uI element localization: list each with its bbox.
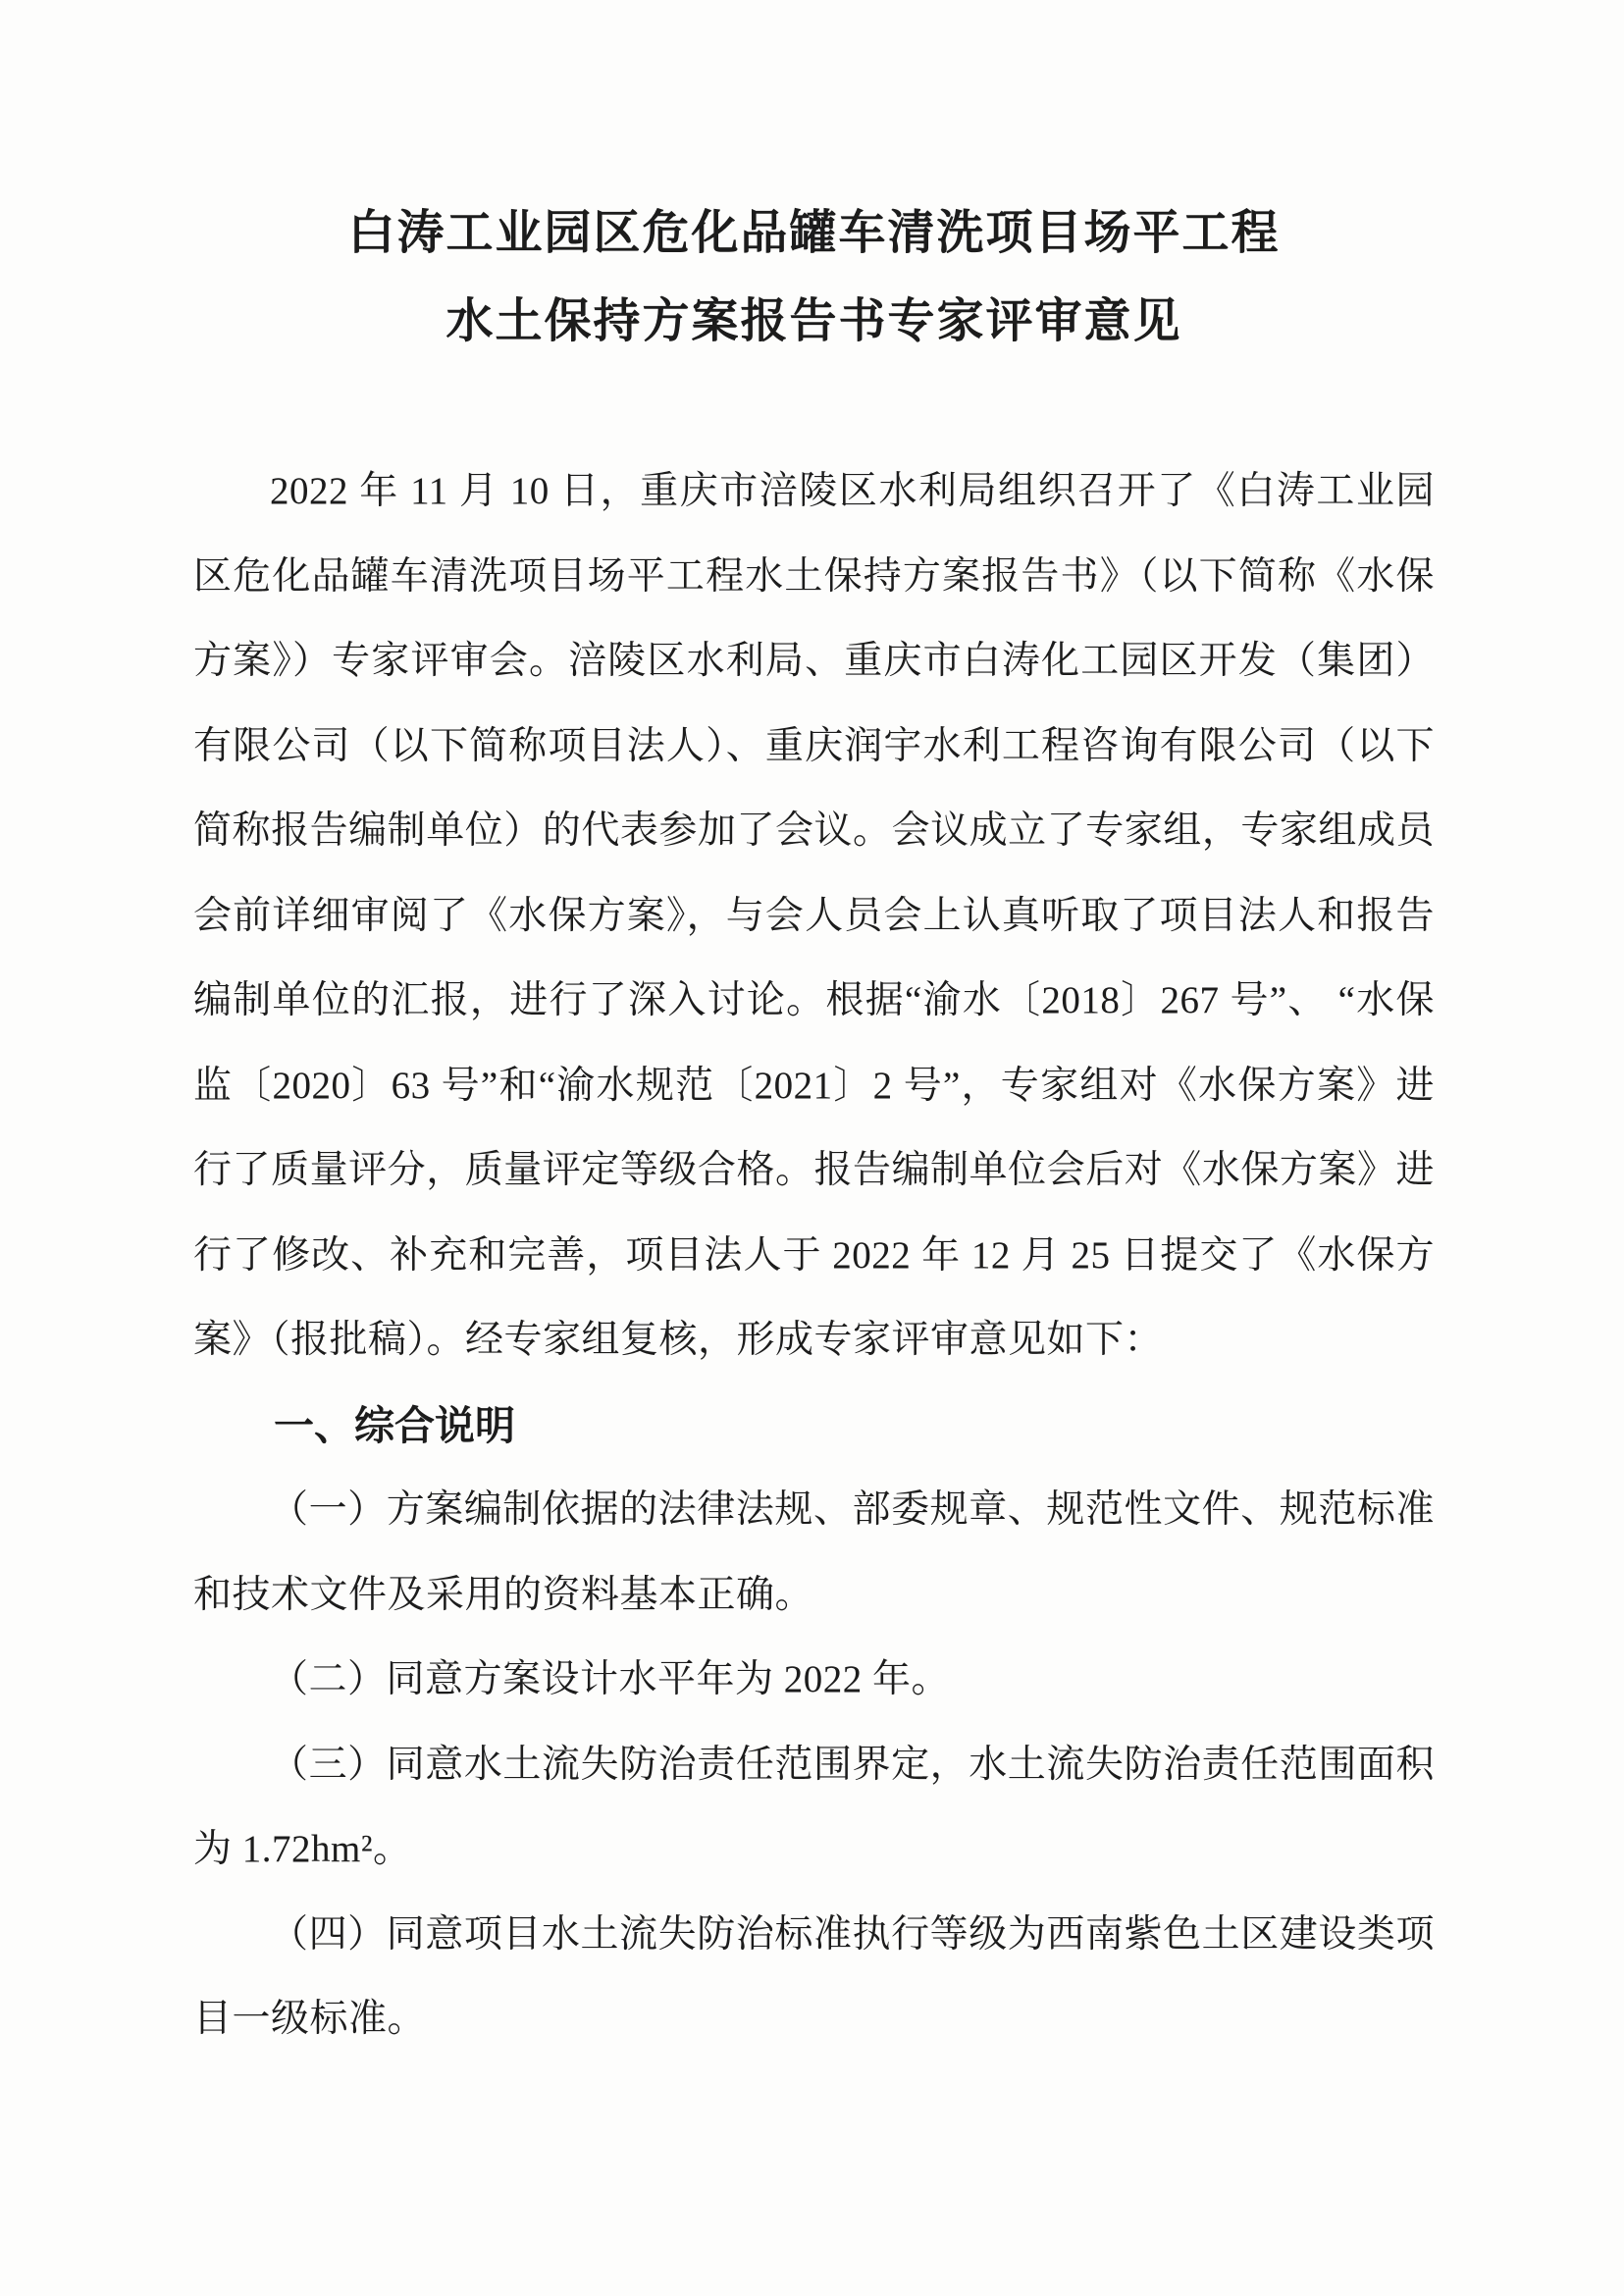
intro-paragraph: 2022 年 11 月 10 日，重庆市涪陵区水利局组织召开了《白涛工业园区危化品罐车清洗项目场平工程水土保持方案报告书》（以下简称《水保方案》）专家评审会。涪陵区水利局、重庆市白涛化工园区开发（集团）有限公司（以下简称项目法人）、重庆润宇水利工程咨询有限公司（以下简称报告编制单位）的代表参加了会议。会议成立了专家组，专家组成员会前详细审阅了《水保方案》，与会人员会上认真听取了项目法人和报告编制单位的汇报，进行了深入讨论。根据“渝水〔2018〕267 号”、 “水保监〔2020〕63 号”和“渝水规范〔2021〕2 号”，专家组对《水保方案》进行了质量评分，质量评定等级合格。报告编制单位会后对《水保方案》进行了修改、补充和完善，项目法人于 2022 年 12 月 25 日提交了《水保方案》（报批稿）。经专家组复核，形成专家评审意见如下：: [193, 470, 1435, 1361]
section1-item-4: （四）同意项目水土流失防治标准执行等级为西南紫色土区建设类项目一级标准。: [193, 1912, 1435, 2040]
document-title-line-2: 水土保持方案报告书专家评审意见: [445, 295, 1182, 347]
document-title-line-1: 白涛工业园区危化品罐车清洗项目场平工程: [347, 207, 1281, 259]
section1-item-2: （二）同意方案设计水平年为 2022 年。: [270, 1658, 951, 1700]
section-heading-general-notes: 一、综合说明: [274, 1402, 515, 1448]
document-title: [193, 189, 1435, 366]
section1-item-1: （一）方案编制依据的法律法规、部委规章、规范性文件、规范标准和技术文件及采用的资料基本正确。: [193, 1488, 1435, 1616]
section1-item-3: （三）同意水土流失防治责任范围界定，水土流失防治责任范围面积为 1.72hm²。: [193, 1743, 1435, 1870]
